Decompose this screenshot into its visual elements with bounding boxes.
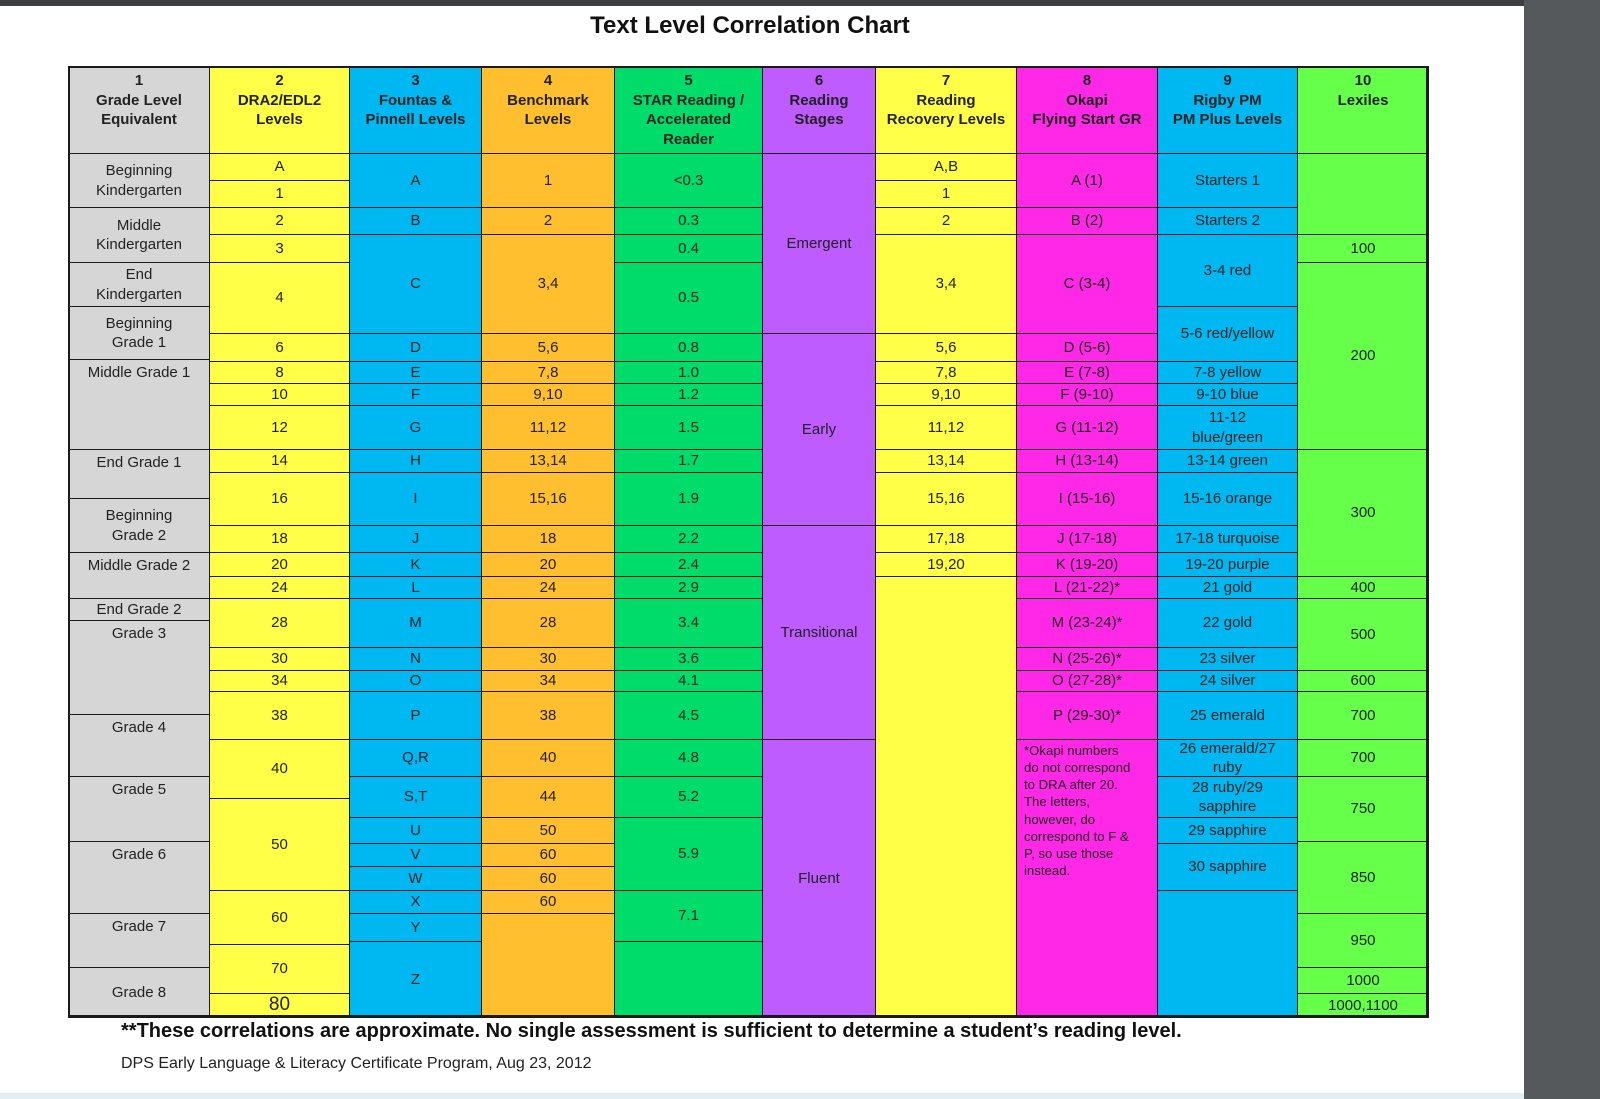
dra-level-cell: A [209,153,350,181]
grade-level-cell: End Grade 2 [68,598,210,621]
star-level-cell: 0.5 [614,262,763,334]
star-level-cell: 4.1 [614,670,763,692]
star-level-cell [614,941,763,1018]
okapi-level-cell: M (23-24)* [1016,598,1158,648]
star-level-cell: 3.6 [614,647,763,671]
page-title: Text Level Correlation Chart [590,12,910,39]
dra-level-cell: 60 [209,890,350,945]
benchmark-level-cell: 1 [481,153,615,208]
okapi-level-cell: D (5-6) [1016,333,1158,362]
column-header: 8 Okapi Flying Start GR [1016,66,1158,154]
grade-level-cell: End Grade 1 [68,449,210,499]
benchmark-level-cell: 3,4 [481,234,615,334]
benchmark-level-cell: 18 [481,525,615,553]
grade-level-cell: Beginning Kindergarten [68,153,210,208]
star-level-cell: 0.8 [614,333,763,362]
benchmark-level-cell: 15,16 [481,472,615,526]
fountas-pinnell-cell: Z [349,941,482,1018]
reading-recovery-cell: 2 [875,207,1017,235]
dra-level-cell: 3 [209,234,350,263]
reading-stage-cell: Early [762,333,876,526]
reading-recovery-cell: 13,14 [875,449,1017,473]
dra-level-cell: 18 [209,525,350,553]
star-level-cell: 1.9 [614,472,763,526]
reading-recovery-cell: 9,10 [875,383,1017,406]
benchmark-level-cell: 5,6 [481,333,615,362]
reading-stage-cell: Transitional [762,525,876,740]
benchmark-level-cell: 30 [481,647,615,671]
column-header: 1 Grade Level Equivalent [68,66,210,154]
fountas-pinnell-cell: O [349,670,482,692]
lexile-cell: 700 [1297,739,1429,777]
star-level-cell: 4.5 [614,691,763,740]
grade-level-cell: Grade 3 [68,620,210,715]
fountas-pinnell-cell: S,T [349,776,482,818]
rigby-level-cell: 24 silver [1157,670,1298,692]
okapi-level-cell: O (27-28)* [1016,670,1158,692]
star-level-cell: 0.4 [614,234,763,263]
rigby-level-cell: 11-12 blue/green [1157,405,1298,450]
okapi-level-cell: F (9-10) [1016,383,1158,406]
dra-level-cell: 40 [209,739,350,799]
dra-level-cell: 70 [209,944,350,994]
rigby-level-cell: 7-8 yellow [1157,361,1298,384]
fountas-pinnell-cell: P [349,691,482,740]
reading-recovery-cell: 15,16 [875,472,1017,526]
okapi-level-cell: H (13-14) [1016,449,1158,473]
dra-level-cell: 28 [209,598,350,648]
fountas-pinnell-cell: K [349,552,482,577]
okapi-level-cell: L (21-22)* [1016,576,1158,599]
dra-level-cell: 80 [209,993,350,1018]
rigby-level-cell: 19-20 purple [1157,552,1298,577]
rigby-level-cell: 15-16 orange [1157,472,1298,526]
grade-level-cell: Grade 6 [68,841,210,914]
reading-stage-cell: Emergent [762,153,876,334]
lexile-cell: 500 [1297,598,1429,671]
grade-level-cell: Grade 5 [68,776,210,842]
okapi-level-cell: J (17-18) [1016,525,1158,553]
star-level-cell: 5.9 [614,817,763,891]
rigby-level-cell: 29 sapphire [1157,817,1298,844]
column-header: 10 Lexiles [1297,66,1429,154]
benchmark-level-cell: 28 [481,598,615,648]
rigby-level-cell: 21 gold [1157,576,1298,599]
benchmark-level-cell: 44 [481,776,615,818]
rigby-level-cell [1157,890,1298,1018]
star-level-cell: 5.2 [614,776,763,818]
rigby-level-cell: 22 gold [1157,598,1298,648]
viewer-bottom-edge [0,1093,1524,1099]
fountas-pinnell-cell: F [349,383,482,406]
reading-recovery-cell: 1 [875,180,1017,208]
star-level-cell: 7.1 [614,890,763,942]
rigby-level-cell: 26 emerald/27 ruby [1157,739,1298,777]
fountas-pinnell-cell: J [349,525,482,553]
footer-citation: DPS Early Language & Literacy Certificate Program, Aug 23, 2012 [121,1055,592,1072]
dra-level-cell: 12 [209,405,350,450]
dra-level-cell: 4 [209,262,350,334]
rigby-level-cell: 23 silver [1157,647,1298,671]
rigby-level-cell: 28 ruby/29 sapphire [1157,776,1298,818]
dra-level-cell: 1 [209,180,350,208]
benchmark-level-cell: 7,8 [481,361,615,384]
benchmark-level-cell: 11,12 [481,405,615,450]
grade-level-cell: Middle Grade 1 [68,359,210,450]
lexile-cell: 200 [1297,262,1429,450]
star-level-cell: 2.9 [614,576,763,599]
star-level-cell: 1.7 [614,449,763,473]
benchmark-level-cell: 34 [481,670,615,692]
reading-recovery-cell [875,576,1017,1018]
grade-level-cell: Middle Grade 2 [68,552,210,599]
benchmark-level-cell: 60 [481,890,615,914]
fountas-pinnell-cell: Y [349,913,482,942]
fountas-pinnell-cell: Q,R [349,739,482,777]
benchmark-level-cell: 50 [481,817,615,844]
fountas-pinnell-cell: A [349,153,482,208]
rigby-level-cell: Starters 1 [1157,153,1298,208]
star-level-cell: 2.4 [614,552,763,577]
dra-level-cell: 8 [209,361,350,384]
dra-level-cell: 50 [209,798,350,891]
fountas-pinnell-cell: E [349,361,482,384]
star-level-cell: 1.0 [614,361,763,384]
okapi-level-cell: P (29-30)* [1016,691,1158,740]
okapi-level-cell: E (7-8) [1016,361,1158,384]
grade-level-cell: Grade 8 [68,967,210,1018]
star-level-cell: 4.8 [614,739,763,777]
star-level-cell: 1.5 [614,405,763,450]
dra-level-cell: 16 [209,472,350,526]
fountas-pinnell-cell: G [349,405,482,450]
star-level-cell: <0.3 [614,153,763,208]
benchmark-level-cell: 38 [481,691,615,740]
dra-level-cell: 14 [209,449,350,473]
benchmark-level-cell: 20 [481,552,615,577]
dra-level-cell: 2 [209,207,350,235]
column-header: 6 Reading Stages [762,66,876,154]
star-level-cell: 1.2 [614,383,763,406]
dra-level-cell: 20 [209,552,350,577]
fountas-pinnell-cell: N [349,647,482,671]
benchmark-level-cell: 60 [481,866,615,891]
grade-level-cell: Beginning Grade 1 [68,306,210,360]
fountas-pinnell-cell: X [349,890,482,914]
dra-level-cell: 10 [209,383,350,406]
fountas-pinnell-cell: U [349,817,482,844]
column-header: 5 STAR Reading / Accelerated Reader [614,66,763,154]
okapi-level-cell: G (11-12) [1016,405,1158,450]
lexile-cell: 400 [1297,576,1429,599]
lexile-cell: 300 [1297,449,1429,577]
reading-recovery-cell: 19,20 [875,552,1017,577]
rigby-level-cell: 3-4 red [1157,234,1298,307]
dra-level-cell: 30 [209,647,350,671]
fountas-pinnell-cell: B [349,207,482,235]
lexile-cell: 1000 [1297,967,1429,994]
okapi-level-cell: C (3-4) [1016,234,1158,334]
rigby-level-cell: 5-6 red/yellow [1157,306,1298,362]
column-header: 9 Rigby PM PM Plus Levels [1157,66,1298,154]
dra-level-cell: 6 [209,333,350,362]
reading-recovery-cell: 3,4 [875,234,1017,334]
lexile-cell: 850 [1297,841,1429,914]
reading-recovery-cell: A,B [875,153,1017,181]
okapi-level-cell: K (19-20) [1016,552,1158,577]
okapi-level-cell: I (15-16) [1016,472,1158,526]
fountas-pinnell-cell: I [349,472,482,526]
grade-level-cell: Grade 4 [68,714,210,777]
okapi-level-cell: N (25-26)* [1016,647,1158,671]
benchmark-level-cell: 24 [481,576,615,599]
rigby-level-cell: 17-18 turquoise [1157,525,1298,553]
dra-level-cell: 34 [209,670,350,692]
fountas-pinnell-cell: L [349,576,482,599]
fountas-pinnell-cell: H [349,449,482,473]
column-header: 2 DRA2/EDL2 Levels [209,66,350,154]
fountas-pinnell-cell: C [349,234,482,334]
grade-level-cell: Grade 7 [68,913,210,968]
rigby-level-cell: 13-14 green [1157,449,1298,473]
benchmark-level-cell [481,913,615,1018]
reading-recovery-cell: 11,12 [875,405,1017,450]
lexile-cell: 100 [1297,234,1429,263]
reading-recovery-cell: 17,18 [875,525,1017,553]
fountas-pinnell-cell: V [349,843,482,867]
star-level-cell: 0.3 [614,207,763,235]
okapi-level-cell: *Okapi numbers do not correspond to DRA after 20. The letters, however, do correspond to F & P, so use those instead. [1016,739,1158,1018]
fountas-pinnell-cell: W [349,866,482,891]
column-header: 7 Reading Recovery Levels [875,66,1017,154]
okapi-level-cell: A (1) [1016,153,1158,208]
rigby-level-cell: 25 emerald [1157,691,1298,740]
benchmark-level-cell: 9,10 [481,383,615,406]
lexile-cell: 600 [1297,670,1429,692]
lexile-cell: 1000,1100 [1297,993,1429,1018]
window-top-bar [0,0,1600,6]
benchmark-level-cell: 13,14 [481,449,615,473]
dra-level-cell: 24 [209,576,350,599]
disclaimer-note: **These correlations are approximate. No single assessment is sufficient to determine a student’s reading level. [121,1020,1182,1042]
star-level-cell: 3.4 [614,598,763,648]
benchmark-level-cell: 2 [481,207,615,235]
lexile-cell: 950 [1297,913,1429,968]
rigby-level-cell: Starters 2 [1157,207,1298,235]
lexile-cell: 700 [1297,691,1429,740]
lexile-cell [1297,153,1429,235]
reading-stage-cell: Fluent [762,739,876,1018]
okapi-level-cell: B (2) [1016,207,1158,235]
grade-level-cell: End Kindergarten [68,262,210,307]
reading-recovery-cell: 5,6 [875,333,1017,362]
star-level-cell: 2.2 [614,525,763,553]
fountas-pinnell-cell: D [349,333,482,362]
rigby-level-cell: 9-10 blue [1157,383,1298,406]
rigby-level-cell: 30 sapphire [1157,843,1298,891]
column-header: 3 Fountas & Pinnell Levels [349,66,482,154]
viewer-scrollbar-gutter[interactable] [1524,0,1600,1099]
column-header: 4 Benchmark Levels [481,66,615,154]
grade-level-cell: Middle Kindergarten [68,207,210,263]
benchmark-level-cell: 60 [481,843,615,867]
fountas-pinnell-cell: M [349,598,482,648]
grade-level-cell: Beginning Grade 2 [68,498,210,553]
benchmark-level-cell: 40 [481,739,615,777]
lexile-cell: 750 [1297,776,1429,842]
reading-recovery-cell: 7,8 [875,361,1017,384]
dra-level-cell: 38 [209,691,350,740]
